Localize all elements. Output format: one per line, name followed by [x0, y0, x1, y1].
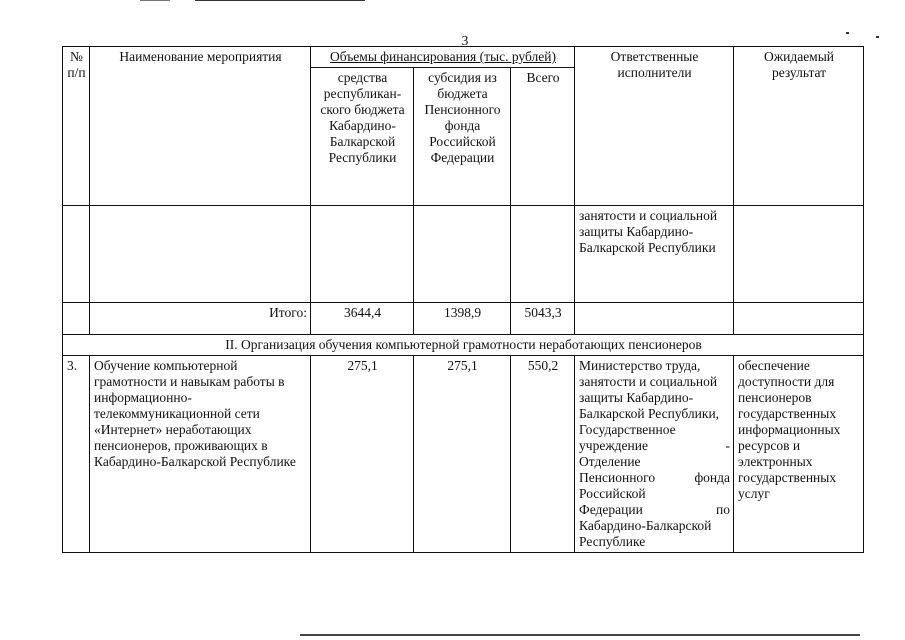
row-3-responsible: Министерство труда, занятости и социальной защиты Кабардино-Балкарской Республики, Государственное учреждение - Отделение Пенсионного фонда Российской Федерации по Кабардино-Балкарской Республике — [575, 356, 734, 553]
scan-artifact-top — [195, 0, 365, 3]
subtotal-pension: 1398,9 — [414, 303, 511, 335]
row-3-num: 3. — [63, 356, 90, 553]
section-2-title: II. Организация обучения компьютерной грамотности неработающих пенсионеров — [63, 335, 864, 356]
header-num: № п/п — [63, 47, 90, 206]
table-row-3 — [63, 356, 864, 553]
subtotal-total: 5043,3 — [511, 303, 575, 335]
subtotal-label: Итого: — [90, 303, 311, 335]
page-number: 3 — [461, 33, 469, 48]
row-3-pension: 275,1 — [414, 356, 511, 553]
header-pension-subsidy: субсидия из бюджета Пенсионного фонда Российской Федерации — [414, 68, 511, 206]
table-row-continued — [63, 206, 864, 303]
scan-artifact-dot — [846, 32, 849, 34]
table-row-subtotal — [63, 303, 864, 335]
scan-artifact-dot — [876, 36, 879, 38]
header-name: Наименование мероприятия — [90, 47, 311, 206]
header-result: Ожидаемый результат — [734, 47, 864, 206]
header-funding: Объемы финансирования (тыс. рублей) — [311, 47, 575, 68]
row-3-result: обеспечение доступности для пенсионеров государственных информационных ресурсов и электронных государственных услуг — [734, 356, 864, 553]
scan-artifact-top-left — [140, 0, 170, 3]
row-3-republic: 275,1 — [311, 356, 414, 553]
scan-artifact-bottom — [300, 634, 860, 636]
funding-table — [62, 46, 864, 553]
row-3-total: 550,2 — [511, 356, 575, 553]
subtotal-republic: 3644,4 — [311, 303, 414, 335]
row-3-name: Обучение компьютерной грамотности и навыкам работы в информационно-телекоммуникационной сети «Интернет» неработающих пенсионеров, проживающих в Кабардино-Балкарской Республике — [90, 356, 311, 553]
table-header-row — [63, 47, 864, 68]
header-total: Всего — [511, 68, 575, 206]
header-republic-budget: средства республикан-ского бюджета Кабардино-Балкарской Республики — [311, 68, 414, 206]
continued-responsible: занятости и социальной защиты Кабардино-Балкарской Республики — [575, 206, 734, 303]
section-title-row — [63, 335, 864, 356]
header-responsible: Ответственные исполнители — [575, 47, 734, 206]
